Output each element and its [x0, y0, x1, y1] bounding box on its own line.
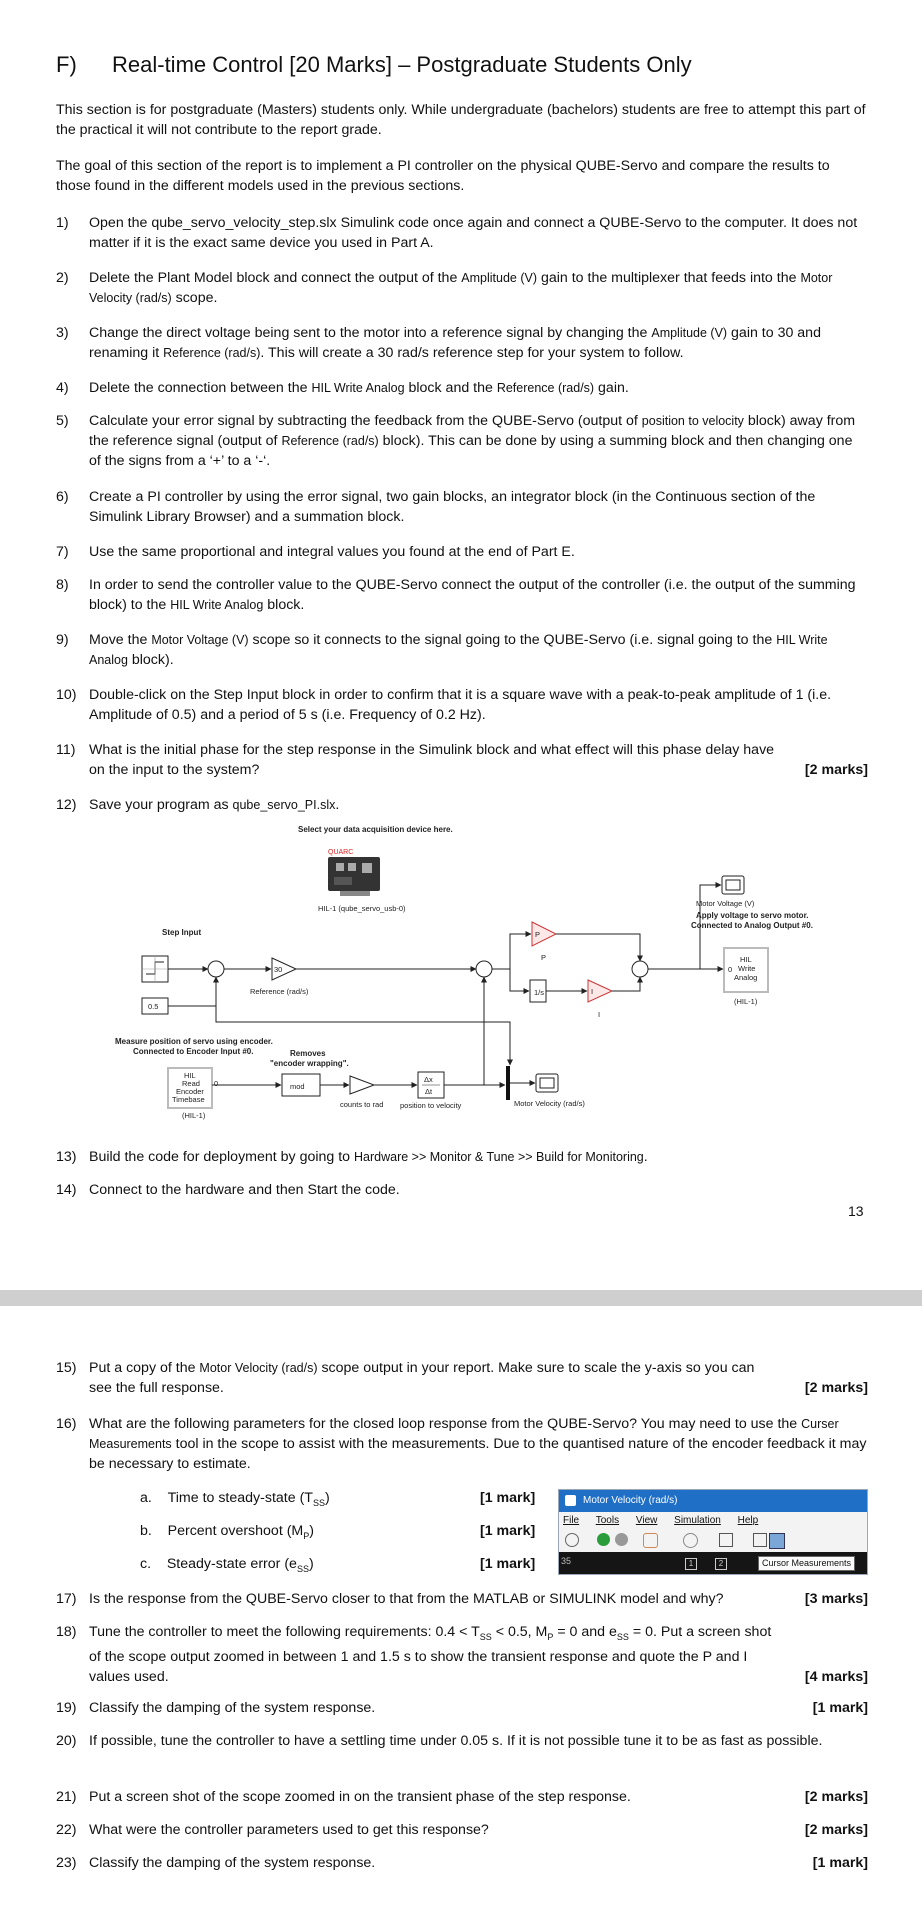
stop-icon[interactable]	[615, 1533, 628, 1546]
connected-output-label: Connected to Analog Output #0.	[691, 921, 813, 930]
step-16: 16) What are the following parameters for the closed loop response from the QUBE-Servo? You may need to use the Curser Measurements tool in the scope to assist with the measurements. Due to the quantised nature of the encoder feedback it may be necessary to estimate.	[56, 1416, 867, 1472]
svg-text:HIL: HIL	[740, 955, 752, 964]
p-label: P	[541, 953, 547, 962]
scope-title: Motor Velocity (rad/s)	[583, 1495, 678, 1506]
intro-paragraph-1: This section is for postgraduate (Masters) students only. While undergraduate (bachelors) students are free to attempt this part of the practical it will not contribute to the report grade.	[56, 102, 866, 138]
cursor-measure-icon[interactable]	[769, 1533, 785, 1549]
marks-label: [2 marks]	[804, 762, 868, 778]
svg-text:Timebase: Timebase	[172, 1095, 205, 1104]
controller-sum-block[interactable]	[632, 961, 648, 977]
svg-text:Encoder: Encoder	[176, 1087, 204, 1096]
subitem-c-marks: [1 mark]	[480, 1556, 536, 1572]
scope-toolbar	[559, 1530, 867, 1550]
hil-read-tag: (HIL-1)	[182, 1111, 206, 1120]
intro-paragraph-2: The goal of this section of the report is to implement a PI controller on the physical QUBE-Servo and compare the results to those found in the different models used in the previous sections.	[56, 158, 830, 194]
page-number: 13	[848, 1203, 864, 1219]
hil-initialize-block[interactable]	[328, 849, 380, 896]
cursor-2-marker[interactable]: 2	[715, 1558, 727, 1570]
pos-to-vel-label: position to velocity	[400, 1101, 462, 1110]
step-8: 8) In order to send the controller value to the QUBE-Servo connect the output of the controller (i.e. the output of the summing block) to the HIL Write Analog block.	[56, 577, 856, 613]
step-6: 6) Create a PI controller by using the error signal, two gain blocks, an integrator block (in the Continuous section of the Simulink Library Browser) and a summation block.	[56, 489, 816, 525]
svg-text:HIL: HIL	[184, 1071, 196, 1080]
section-title: Real-time Control [20 Marks] – Postgraduate Students Only	[112, 52, 692, 77]
select-device-label: Select your data acquisition device here.	[298, 825, 453, 834]
step-18: 18) Tune the controller to meet the following requirements: $0.4 < T_{SS} < 0.5$, $M_P = 0$ and $e_{SS} = 0$. Put a screen shot of the scope output zoomed in between 1 and 1.5 s to show the transient response and quote the P and I values used. [4 marks]	[56, 1624, 868, 1685]
svg-text:0: 0	[214, 1079, 219, 1088]
mux-block[interactable]	[506, 1066, 510, 1100]
i-label: I	[598, 1010, 601, 1019]
menu-view[interactable]: View	[635, 1515, 658, 1526]
counts-to-rad-label: counts to rad	[340, 1100, 384, 1109]
section-label: F)	[56, 52, 77, 77]
step-15: 15) Put a copy of the Motor Velocity (rad/s) scope output in your report. Make sure to scale the y-axis so you can see the full response. [2 marks]	[56, 1360, 868, 1396]
step-22: 22) What were the controller parameters used to get this response? [2 marks]	[56, 1822, 868, 1838]
step-13: 13) Build the code for deployment by going to Hardware >> Monitor & Tune >> Build for Monitoring.	[56, 1149, 648, 1165]
motor-velocity-scope[interactable]	[536, 1074, 558, 1092]
svg-text:Δx: Δx	[424, 1075, 433, 1084]
scope-window-screenshot	[558, 1489, 868, 1575]
svg-text:Δt: Δt	[425, 1087, 433, 1096]
page-separator	[0, 1290, 922, 1306]
subitem-a: a. Time to steady-state $(T_{SS})$	[140, 1490, 330, 1508]
menu-simulation[interactable]: Simulation	[674, 1515, 721, 1526]
scope-menu-bar	[559, 1512, 867, 1530]
counts-to-rad-gain[interactable]	[350, 1076, 374, 1094]
svg-text:Write: Write	[738, 964, 756, 973]
matlab-icon	[565, 1495, 576, 1506]
scope-title-bar	[559, 1490, 867, 1512]
integrator-block[interactable]	[530, 980, 546, 1002]
subitem-b: b. Percent overshoot $(M_P)$	[140, 1523, 315, 1541]
step-3: 3) Change the direct voltage being sent to the motor into a reference signal by changing the Amplitude (V) gain to 30 and renaming it Reference (rad/s). This will create a 30 rad/s reference step for your system to follow.	[56, 325, 821, 361]
mod-block[interactable]	[282, 1074, 320, 1096]
step-19: 19) Classify the damping of the system response. [1 mark]	[56, 1700, 868, 1716]
hil-device-label: HIL-1 (qube_servo_usb-0)	[318, 904, 406, 913]
step-11: 11) What is the initial phase for the step response in the Simulink block and what effect will this phase delay have on the input to the system? [2 marks]	[56, 742, 868, 778]
menu-file[interactable]: File	[563, 1515, 580, 1526]
motor-voltage-scope[interactable]	[722, 876, 744, 894]
step-10: 10) Double-click on the Step Input block in order to confirm that it is a square wave with a peak-to-peak amplitude of 1 (i.e. Amplitude of 0.5) and a period of 5 s (i.e. Frequency of 0.2 Hz).	[56, 687, 832, 723]
section-heading	[56, 52, 692, 78]
reference-label: Reference (rad/s)	[250, 987, 309, 996]
measure-position-label: Measure position of servo using encoder.	[115, 1037, 273, 1046]
hil-write-analog-block[interactable]	[724, 948, 768, 992]
offset-constant-block[interactable]	[142, 998, 168, 1014]
highlight-icon[interactable]	[643, 1533, 658, 1548]
i-gain-block[interactable]	[588, 980, 612, 1002]
svg-text:Read: Read	[182, 1079, 200, 1088]
svg-text:0.5: 0.5	[148, 1002, 159, 1011]
svg-text:Analog: Analog	[734, 973, 758, 982]
quarc-logo-text: QUARC	[328, 849, 354, 856]
settings-gear-icon[interactable]	[565, 1533, 579, 1547]
apply-voltage-label: Apply voltage to servo motor.	[696, 911, 809, 920]
measure-icon[interactable]	[753, 1533, 767, 1547]
derivative-block[interactable]	[418, 1072, 444, 1098]
step-20: 20) If possible, tune the controller to have a settling time under 0.05 s. If it is not possible tune it to be as fast as possible.	[56, 1733, 823, 1749]
error-sum-block[interactable]	[476, 961, 492, 977]
run-icon[interactable]	[597, 1533, 610, 1546]
cursor-measurements-panel[interactable]: Cursor Measurements	[758, 1556, 855, 1571]
svg-text:P: P	[535, 930, 541, 939]
menu-help[interactable]: Help	[737, 1515, 759, 1526]
step-input-label: Step Input	[162, 928, 202, 937]
removes-label: Removes	[290, 1049, 326, 1058]
step-23: 23) Classify the damping of the system response. [1 mark]	[56, 1855, 868, 1871]
simulink-diagram	[100, 812, 880, 1128]
subitem-c: c. Steady-state error $(e_{SS})$	[140, 1556, 314, 1574]
cursor-1-marker[interactable]: 1	[685, 1558, 697, 1570]
menu-tools[interactable]: Tools	[595, 1515, 620, 1526]
zoom-icon[interactable]	[683, 1533, 698, 1548]
scope-plot-strip	[559, 1552, 867, 1574]
svg-text:30: 30	[274, 965, 283, 974]
sum-block-1[interactable]	[208, 961, 224, 977]
subitem-b-marks: [1 mark]	[480, 1523, 536, 1539]
p-gain-block[interactable]	[532, 922, 556, 946]
step-12: 12) Save your program as qube_servo_PI.slx.	[56, 797, 340, 813]
step-4: 4) Delete the connection between the HIL Write Analog block and the Reference (rad/s) gain.	[56, 380, 629, 396]
svg-text:0: 0	[728, 965, 733, 974]
step-5: 5) Calculate your error signal by subtracting the feedback from the QUBE-Servo (output of position to velocity block) away from the reference signal (output of Reference (rad/s) block). This can be done by using a summing block and then changing one of the signs from a ‘+’ to a ‘-‘.	[56, 413, 856, 469]
svg-text:I: I	[591, 987, 594, 996]
hil-write-tag: (HIL-1)	[734, 997, 758, 1006]
reference-gain-block[interactable]	[272, 958, 296, 980]
step-9: 9) Move the Motor Voltage (V) scope so it connects to the signal going to the QUBE-Servo (i.e. signal going to the HIL Write Analog block).	[56, 632, 828, 668]
svg-text:1/s: 1/s	[534, 988, 545, 997]
axes-icon[interactable]	[719, 1533, 733, 1547]
svg-text:mod: mod	[290, 1082, 305, 1091]
step-21: 21) Put a screen shot of the scope zoomed in on the transient phase of the step response. [2 marks]	[56, 1789, 868, 1805]
page-2	[0, 1306, 922, 1920]
step-1: 1) Open the qube_servo_velocity_step.slx Simulink code once again and connect a QUBE-Servo to the computer. It does not matter if it is the exact same device you used in Part A.	[56, 215, 858, 251]
hil-read-encoder-block[interactable]	[168, 1068, 218, 1108]
motor-voltage-label: Motor Voltage (V)	[696, 899, 755, 908]
encoder-wrapping-label: "encoder wrapping".	[270, 1059, 349, 1068]
step-input-block[interactable]	[142, 956, 168, 982]
step-17: 17) Is the response from the QUBE-Servo closer to that from the MATLAB or SIMULINK model and why? [3 marks]	[56, 1591, 868, 1607]
motor-velocity-label: Motor Velocity (rad/s)	[514, 1099, 585, 1108]
connected-input-label: Connected to Encoder Input #0.	[133, 1047, 254, 1056]
step-14: 14) Connect to the hardware and then Start the code.	[56, 1182, 400, 1198]
subitem-a-marks: [1 mark]	[480, 1490, 536, 1506]
step-2: 2) Delete the Plant Model block and connect the output of the Amplitude (V) gain to the multiplexer that feeds into the Motor Velocity (rad/s) scope.	[56, 270, 833, 306]
step-7: 7) Use the same proportional and integral values you found at the end of Part E.	[56, 544, 575, 560]
y-axis-value: 35	[561, 1556, 572, 1566]
